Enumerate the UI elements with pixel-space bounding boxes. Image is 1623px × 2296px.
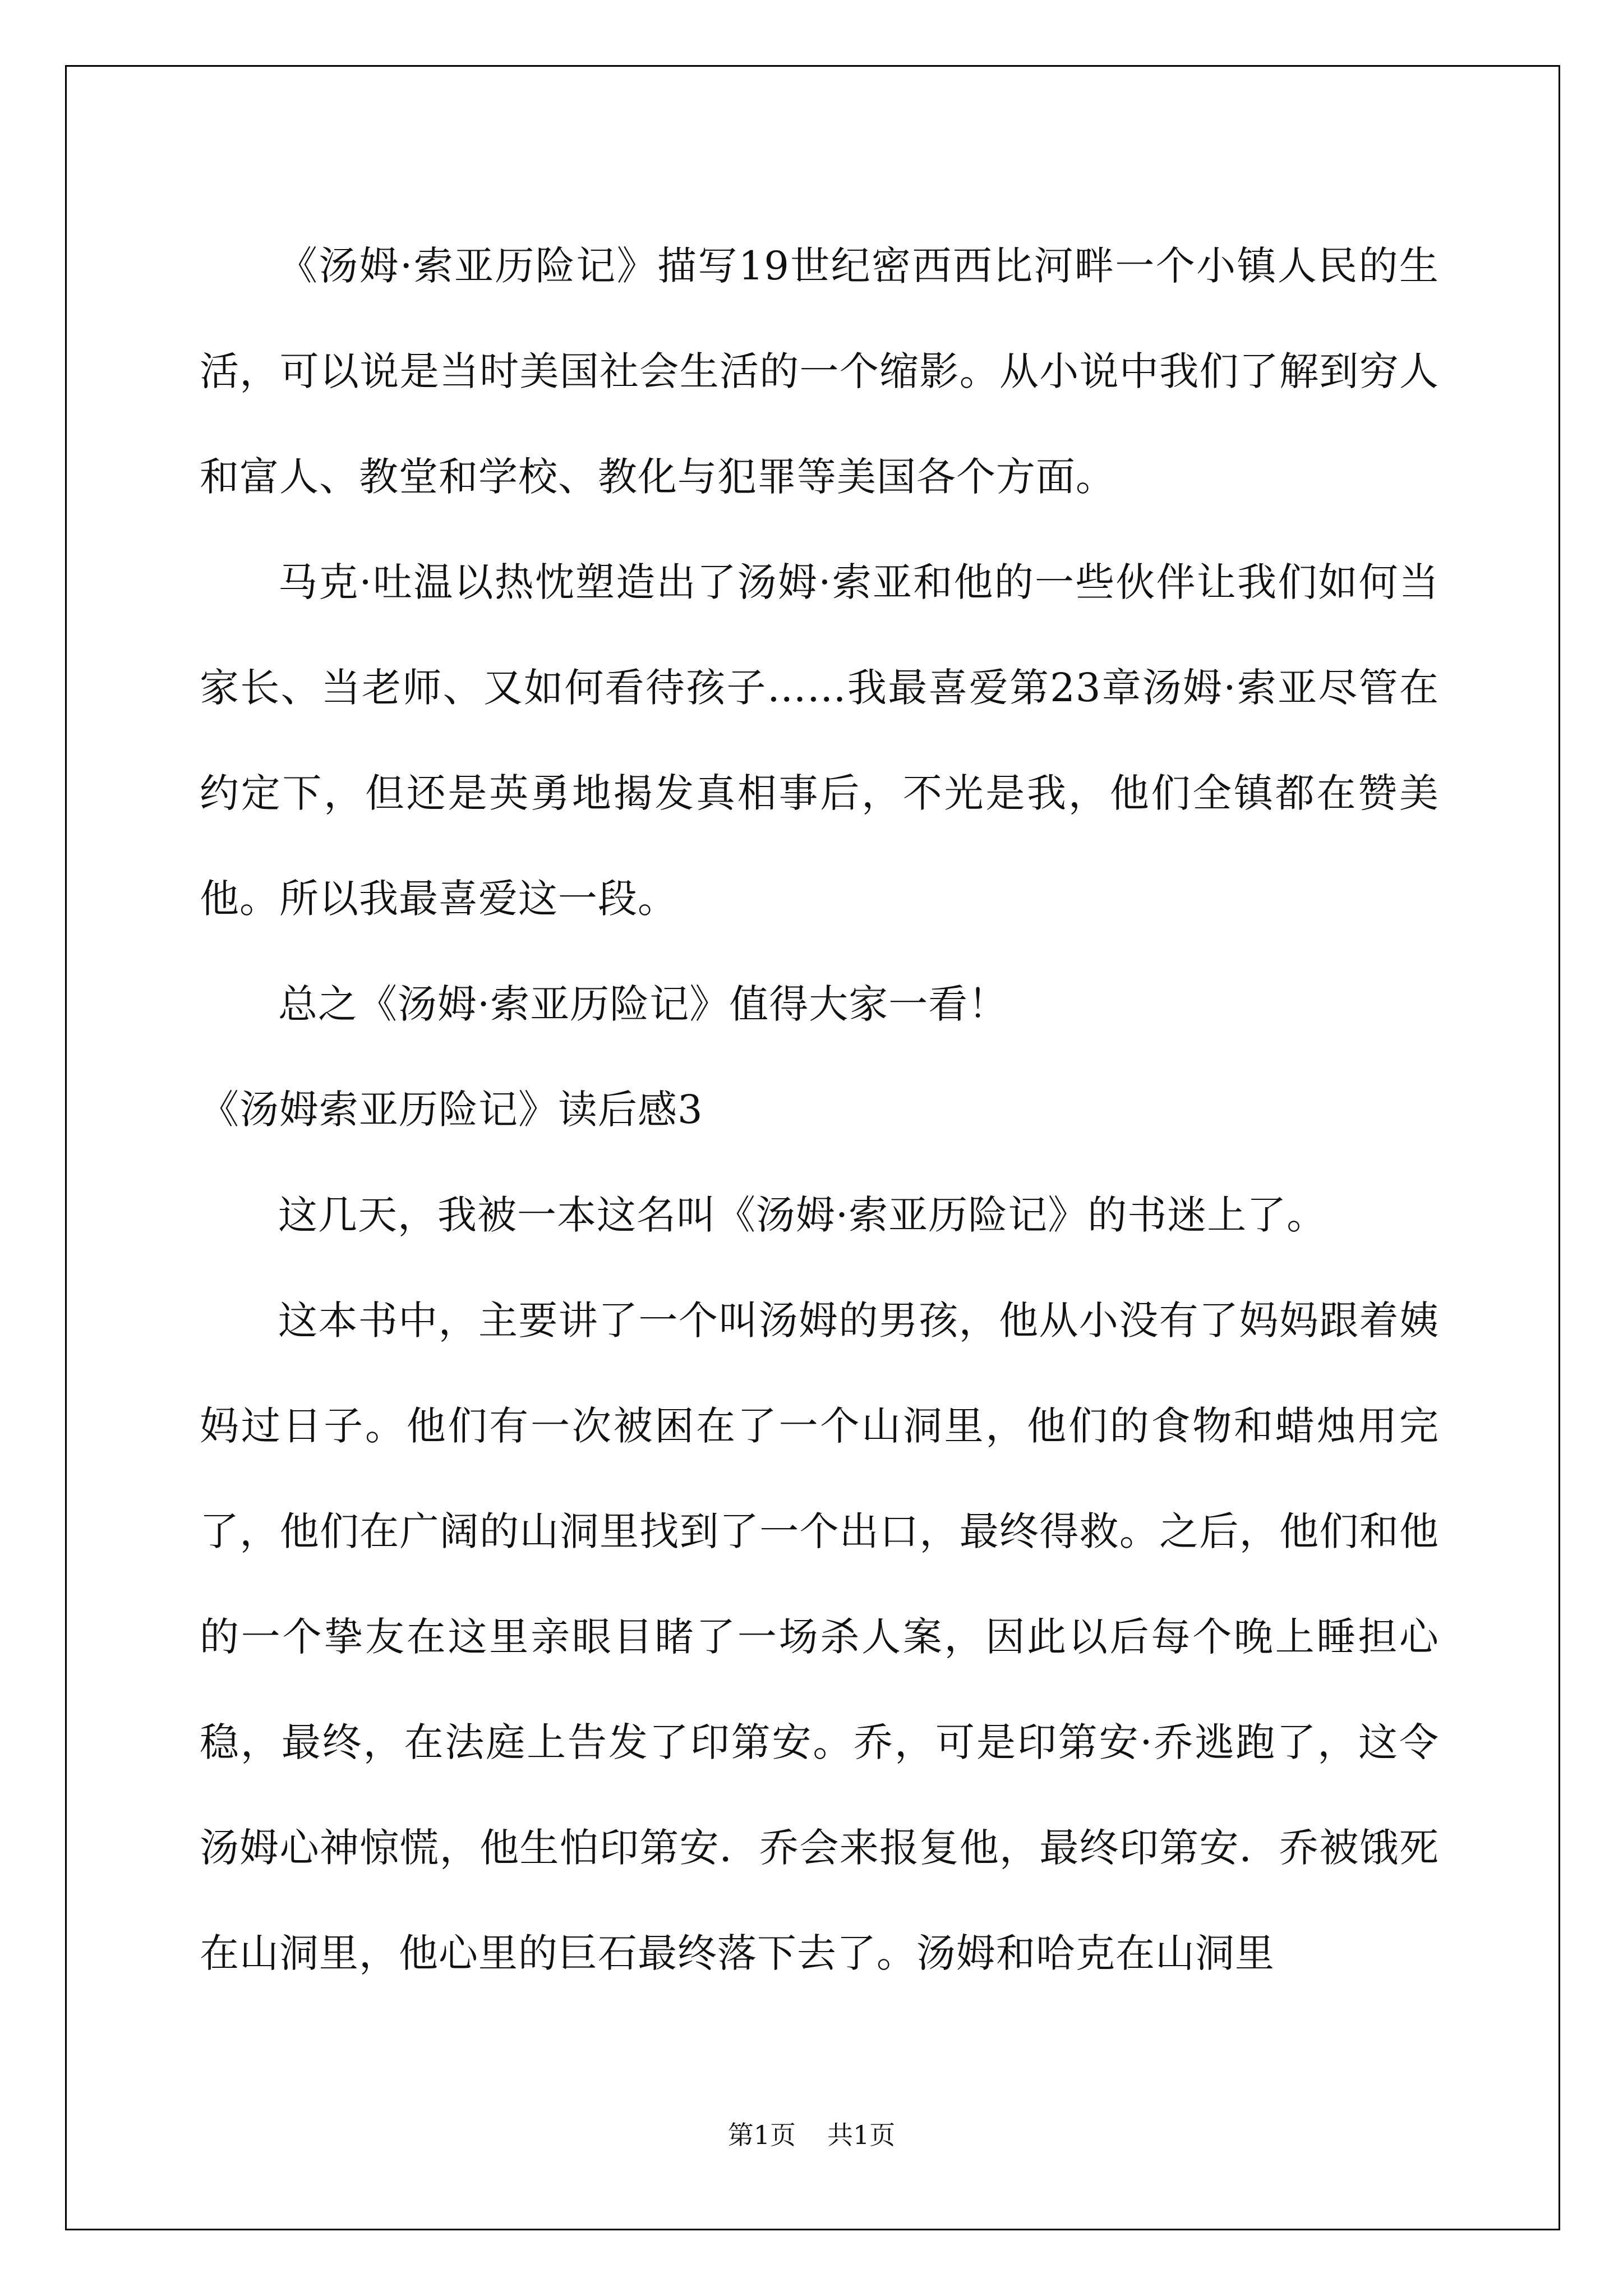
- paragraph: 《汤姆·索亚历险记》描写19世纪密西西比河畔一个小镇人民的生活，可以说是当时美国社会生活的一个缩影。从小说中我们了解到穷人和富人、教堂和学校、教化与犯罪等美国各个方面。: [200, 243, 1439, 500]
- page-number: 第1页: [727, 2120, 796, 2150]
- page-total: 共1页: [827, 2120, 896, 2150]
- document-body: [200, 213, 1439, 2006]
- paragraph: 这几天，我被一本这名叫《汤姆·索亚历险记》的书迷上了。: [278, 1192, 1327, 1238]
- paragraph: 总之《汤姆·索亚历险记》值得大家一看！: [278, 981, 1008, 1027]
- paragraph: 马克·吐温以热忱塑造出了汤姆·索亚和他的一些伙伴让我们如何当家长、当老师、又如何看待孩子……我最喜爱第23章汤姆·索亚尽管在约定下，但还是英勇地揭发真相事后，不光是我，他们全镇都在赞美他。所以我最喜爱这一段。: [200, 559, 1439, 922]
- paragraph: 这本书中，主要讲了一个叫汤姆的男孩，他从小没有了妈妈跟着姨妈过日子。他们有一次被困在了一个山洞里，他们的食物和蜡烛用完了，他们在广阔的山洞里找到了一个出口，最终得救。之后，他们和他的一个挚友在这里亲眼目睹了一场杀人案，因此以后每个晚上睡担心稳，最终，在法庭上告发了印第安。乔，可是印第安·乔逃跑了，这令汤姆心神惊慌，他生怕印第安．乔会来报复他，最终印第安．乔被饿死在山洞里，他心里的巨石最终落下去了。汤姆和哈克在山洞里: [200, 1297, 1439, 1976]
- page-footer: [0, 2118, 1623, 2152]
- section-heading: 《汤姆索亚历险记》读后感3: [200, 1087, 703, 1133]
